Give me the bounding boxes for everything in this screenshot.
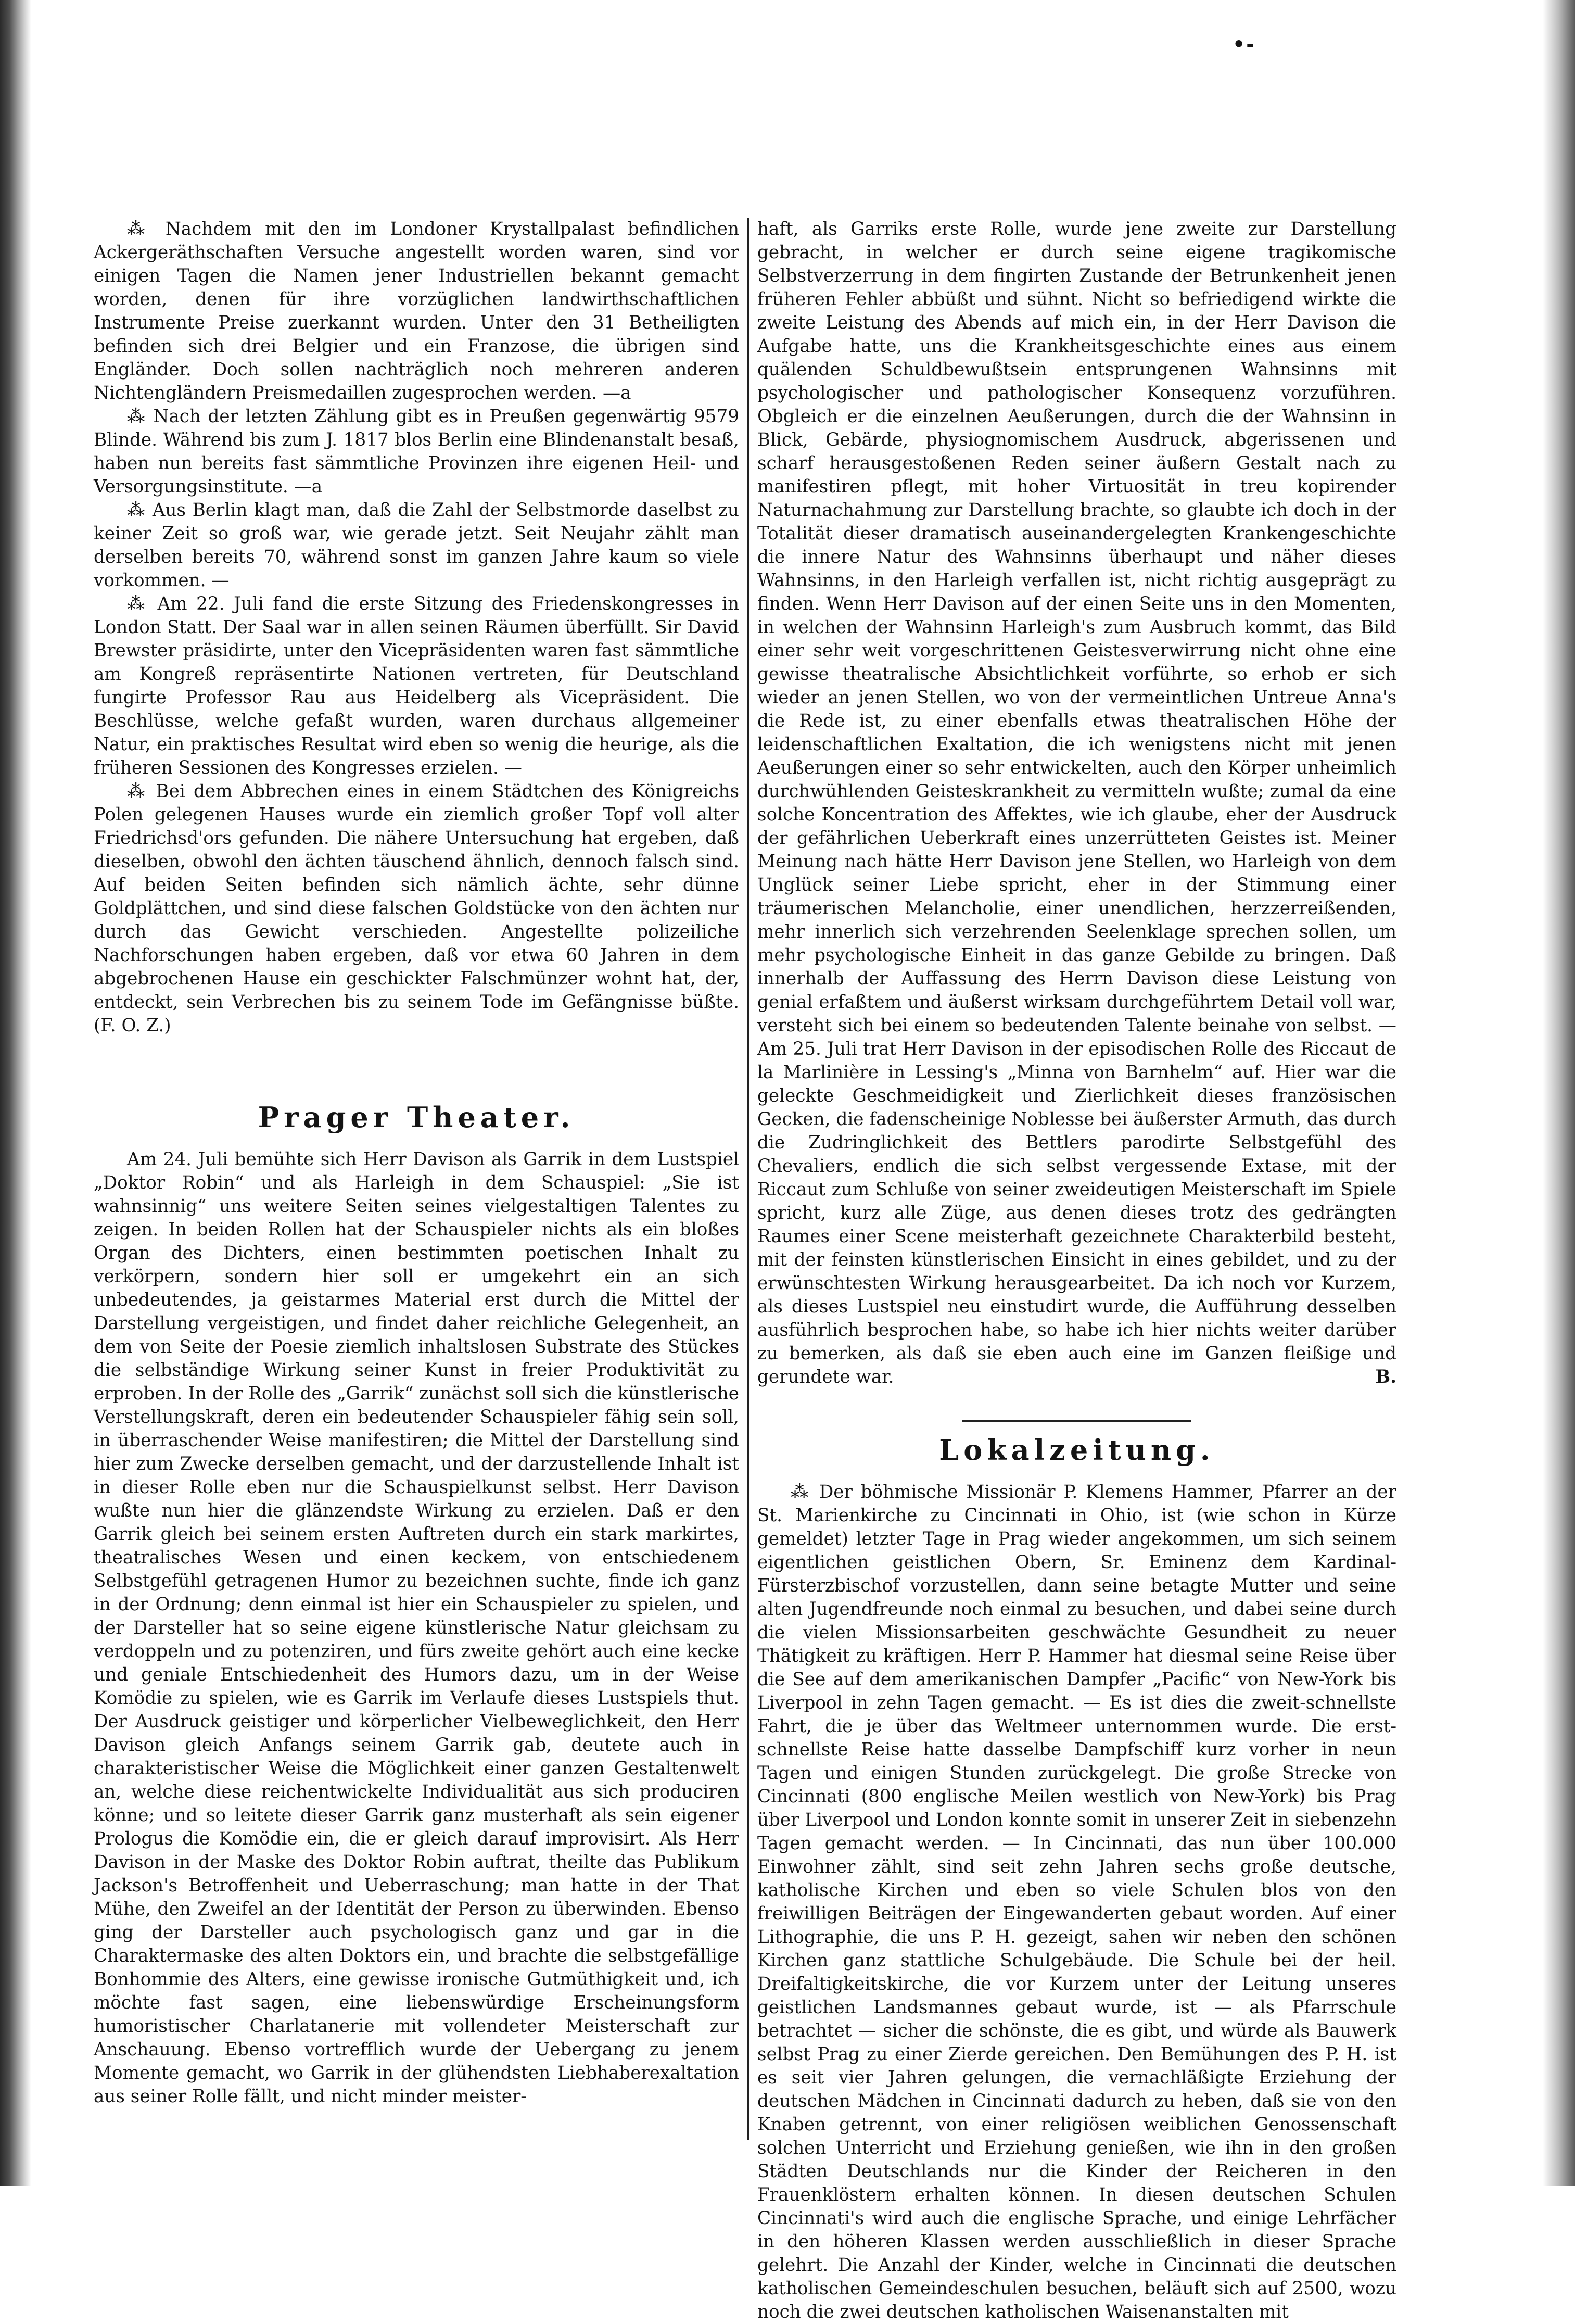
news-item-peace-congress: ⁂ Am 22. Juli fand die erste Sitzung des Friedenskongresses in London Statt. Der Saal war in allen seinen Räumen überfüllt. Sir David Brewster präsidirte, unter den Vicepräsidenten waren fast sämmtliche am Kongreß repräsentirte Nationen vertreten, für Deutschland fungirte Professor Rau aus Heidelberg als Vicepräsident. Die Beschlüsse, welche gefaßt wurden, waren durchaus allgemeiner Natur, ein praktisches Resultat wird eben so wenig die heurige, als die früheren Sessionen des Kongresses erzielen. — <box>94 593 739 778</box>
page-edge-shadow-left <box>0 0 31 2186</box>
news-item-counterfeit-coins: ⁂ Bei dem Abbrechen eines in einem Städtchen des Königreichs Polen gelegenen Hauses wurde ein ziemlich großer Topf voll alter Friedrichsd'ors gefunden. Die nähere Untersuchung hat ergeben, daß dieselben, obwohl den ächten täuschend ähnlich, dennoch falsch sind. Auf beiden Seiten befinden sich nämlich ächte, sehr dünne Goldplättchen, und sind diese falschen Goldstücke von den ächten nur durch das Gewicht verschieden. Angestellte polizeiliche Nachforschungen haben ergeben, daß vor etwa 60 Jahren in dem abgebrochenen Hause ein geschickter Falschmünzer wohnt hat, der, entdeckt, sein Verbrechen bis zu seinem Tode im Gefängnisse büßte. (F. O. Z.) <box>94 781 739 1036</box>
lokal-news-missionary-hammer: ⁂ Der böhmische Missionär P. Klemens Hammer, Pfarrer an der St. Marienkirche zu Cincinnati in Ohio, ist (wie schon in Kürze gemeldet) letzter Tage in Prag wieder angekommen, um sich seinem eigentlichen geistlichen Obern, Sr. Eminenz dem Kardinal-Fürsterzbischof vorzustellen, dann seine betagte Mutter und seine alten Jugendfreunde noch einmal zu besuchen, und dabei seine durch die vielen Missionsarbeiten geschwächte Gesundheit zu neuer Thätigkeit zu kräftigen. Herr P. Hammer hat diesmal seine Reise über die See auf dem amerikanischen Dampfer „Pacific“ von New-York bis Liverpool in zehn Tagen gemacht. — Es ist dies die zweit-schnellste Fahrt, die je über das Weltmeer unternommen wurde. Die erst-schnellste Reise hatte dasselbe Dampfschiff kurz vorher in neun Tagen und einigen Stunden zurückgelegt. Die große Strecke von Cincinnati (800 englische Meilen westlich von New-York) bis Prag über Liverpool und London konnte somit in unserer Zeit in siebenzehn Tagen gemacht werden. — In Cincinnati, das nun über 100.000 Einwohner zählt, sind seit zehn Jahren sechs große deutsche, katholische Kirchen und eben so viele Schulen blos von den freiwilligen Beiträgen der Eingewanderten gebaut worden. Auf einer Lithographie, die uns P. H. gezeigt, sahen wir neben den schönen Kirchen ganz stattliche Schulgebäude. Die Schule bei der heil. Dreifaltigkeitskirche, die vor Kurzem unter der Leitung unseres geistlichen Landsmannes gebaut wurde, ist — als Pfarrschule betrachtet — sicher die schönste, die es gibt, und würde als Bauwerk selbst Prag zu einer Zierde gereichen. Den Bemühungen des P. H. ist es seit vier Jahren gelungen, die vernachläßigte Erziehung der deutschen Mädchen in Cincinnati dadurch zu heben, daß sie von den Knaben getrennt, von einer religiösen weiblichen Genossenschaft solchen Unterricht und Erziehung genießen, wie ihn in den großen Städten Deutschlands nur die Kinder der Reicheren in den Frauenklöstern erhalten können. In diesen deutschen Schulen Cincinnati's wird auch die englische Sprache, und einige Lehrfächer in den höheren Klassen werden ausschließlich in dieser Sprache gelehrt. Die Anzahl der Kinder, welche in Cincinnati die deutschen katholischen Gemeindeschulen besuchen, beläuft sich auf 2500, wozu noch die zwei deutschen katholischen Waisenanstalten mit <box>757 1482 1396 2322</box>
left-column <box>94 218 739 2108</box>
column-divider <box>747 218 749 2140</box>
theater-review-text: Am 24. Juli bemühte sich Herr Davison als Garrik in dem Lustspiel „Doktor Robin“ und als Harleigh in dem Schauspiel: „Sie ist wahnsinnig“ uns weitere Seiten seines vielgestaltigen Talentes zu zeigen. In beiden Rollen hat der Schauspieler nichts als ein bloßes Organ des Dichters, einen bestimmten poetischen Inhalt zu verkörpern, sondern hier soll er umgekehrt ein an sich unbedeutendes, ja geistarmes Material erst durch die Mittel der Darstellung vergeistigen, und findet daher reichliche Gelegenheit, an dem von Seite der Poesie ziemlich inhaltslosen Substrate des Stückes die selbständige Wirkung seiner Kunst in freier Produktivität zu erproben. In der Rolle des „Garrik“ zunächst soll sich die künstlerische Verstellungskraft, deren ein bedeutender Schauspieler fähig sein soll, in überraschender Weise manifestiren; die Mittel der Darstellung sind hier zum Zwecke derselben gemacht, und der darzustellende Inhalt ist in dieser Rolle eben nur die Schauspielkunst selbst. Herr Davison wußte nun hier die glänzendste Wirkung zu erzielen. Daß er den Garrik gleich bei seinem ersten Auftreten durch ein stark markirtes, theatralisches Wesen und einen keckem, von entschiedenem Selbstgefühl getragenen Humor zu bezeichnen suchte, finde ich ganz in der Ordnung; denn einmal ist hier ein Schauspieler zu spielen, und der Darsteller hat so seine eigene künstlerische Natur gleichsam zu verdoppeln und zu potenziren, und fürs zweite gehört auch eine kecke und geniale Entschiedenheit des Humors dazu, um in der Weise Komödie zu spielen, wie es Garrik im Verlaufe dieses Lustspiels thut. Der Ausdruck geistiger und körperlicher Vielbeweglichkeit, den Herr Davison gleich Anfangs seinem Garrik gab, deutete auch in charakteristischer Weise die Möglichkeit einer ganzen Gestaltenwelt an, welche diese reichentwickelte Individualität aus sich produciren könne; und so leitete dieser Garrik ganz musterhaft als sein eigener Prologus die Komödie ein, die er gleich darauf improvisirt. Als Herr Davison in der Maske des Doktor Robin auftrat, theilte das Publikum Jackson's Betroffenheit und Ueberraschung; man hatte in der That Mühe, den Zweifel an der Identität der Person zu überwinden. Ebenso ging der Darsteller auch psychologisch ganz und gar in die Charaktermaske des alten Doktors ein, und brachte die selbstgefällige Bonhommie des Alters, eine gewisse ironische Gutmüthigkeit und, ich möchte fast sagen, eine liebenswürdige Erscheinungsform humoristischer Charlatanerie mit vollendeter Meisterschaft zur Anschauung. Ebenso vortrefflich wurde der Uebergang zu jenem Momente gemacht, wo Garrik in der glühendsten Liebhaberexaltation aus seiner Rolle fällt, und nicht minder meister- <box>94 1149 739 2107</box>
news-item-berlin-suicides: ⁂ Aus Berlin klagt man, daß die Zahl der Selbstmorde daselbst zu keiner Zeit so groß war, wie gerade jetzt. Seit Neujahr zählt man derselben bereits 70, während sonst im ganzen Jahre kaum so viele vorkommen. — <box>94 500 739 591</box>
section-title-lokalzeitung: Lokalzeitung. <box>939 1433 1215 1467</box>
section-title-prager-theater: Prager Theater. <box>258 1101 575 1134</box>
page-number: •- <box>1233 32 1256 56</box>
news-item-agricultural-trials: ⁂ Nachdem mit den im Londoner Krystallpalast befindlichen Ackergeräthschaften Versuche angestellt worden waren, sind vor einigen Tagen die Namen jener Industriellen bekannt gemacht worden, denen für ihre vorzüglichen landwirthschaftlichen Instrumente Preise zuerkannt wurden. Unter den 31 Betheiligten befinden sich drei Belgier und ein Franzose, die übrigen sind Engländer. Doch sollen nachträglich noch mehreren anderen Nichtengländern Preismedaillen zugesprochen werden. —a <box>94 219 739 403</box>
theater-review-signature: B. <box>1375 1367 1396 1387</box>
theater-review-continued: haft, als Garriks erste Rolle, wurde jene zweite zur Darstellung gebracht, in welcher er durch seine eigene tragikomische Selbstverzerrung in dem fingirten Zustande der Betrunkenheit jenen früheren Fehler abbüßt und sühnt. Nicht so befriedigend wirkte die zweite Leistung des Abends auf mich ein, in der Herr Davison die Aufgabe hatte, uns die Krankheitsgeschichte eines aus einem quälenden Schuldbewußtsein entsprungenen Wahnsinns mit psychologischer und pathologischer Konsequenz vorzuführen. Obgleich er die einzelnen Aeußerungen, durch die der Wahnsinn in Blick, Gebärde, physiognomischem Ausdruck, abgerissenen und scharf herausgestoßenen Reden seiner äußern Gestalt nach zu manifestiren pflegt, mit hoher Virtuosität in treu kopirender Naturnachahmung zur Darstellung brachte, so glaubte ich doch in der Totalität dieser dramatisch auseinandergelegten Krankengeschichte die innere Natur des Wahnsinns überhaupt und näher dieses Wahnsinns, in den Harleigh verfallen ist, nicht richtig ausgeprägt zu finden. Wenn Herr Davison auf der einen Seite uns in den Momenten, in welchen der Wahnsinn Harleigh's zum Ausbruch kommt, das Bild einer sehr weit vorgeschrittenen Geistesverwirrung nicht ohne eine gewisse theatralische Absichtlichkeit vorführte, so erhob er sich wieder an jenen Stellen, wo von der vermeintlichen Untreue Anna's die Rede ist, zu einer ebenfalls etwas theatralischen Höhe der leidenschaftlichen Exaltation, die ich wenigstens nicht mit jenen Aeußerungen einer so sehr entwickelten, auch den Körper unheimlich durchwühlenden Geisteskrankheit zu vermitteln wußte; zumal da eine solche Koncentration des Affektes, wie ich glaube, eher der Ausdruck der gefährlichen Ueberkraft eines unzerrütteten Geistes ist. Meiner Meinung nach hätte Herr Davison jene Stellen, wo Harleigh von dem Unglück seiner Liebe spricht, eher in der Stimmung einer träumerischen Melancholie, einer unendlichen, herzzerreißenden, mehr innerlich sich verzehrenden Seelenklage sprechen sollen, um mehr psychologische Einheit in das ganze Gebilde zu bringen. Daß innerhalb der Auffassung des Herrn Davison diese Leistung von genial erfaßtem und äußerst wirksam durchgeführtem Detail voll war, versteht sich bei einem so bedeutenden Talente beinahe von selbst. — Am 25. Juli trat Herr Davison in der episodischen Rolle des Riccaut de la Marlinière in Lessing's „Minna von Barnhelm“ auf. Hier war die geleckte Geschmeidigkeit und Zierlichkeit dieses französischen Gecken, die fadenscheinige Noblesse bei äußerster Armuth, das durch die Zudringlichkeit des Bettlers parodirte Selbstgefühl des Chevaliers, endlich die sich selbst vergessende Extase, mit der Riccaut zum Schluße von seiner zweideutigen Meisterschaft im Spiele spricht, kurz alle Züge, aus denen dieses trotz des gedrängten Raumes einer Scene meisterhaft gezeichnete Charakterbild besteht, mit der feinsten künstlerischen Einsicht in eines gebildet, und zu der erwünschtesten Wirkung herausgearbeitet. Da ich noch vor Kurzem, als dieses Lustspiel neu einstudirt wurde, die Aufführung desselben ausführlich besprochen habe, so habe ich hier nichts weiter darüber zu bemerken, als daß sie eben auch eine im Ganzen fleißige und gerundete war. <box>757 219 1396 1387</box>
right-column <box>757 218 1396 2324</box>
section-separator-rule <box>962 1420 1191 1422</box>
page-edge-shadow-right <box>1543 0 1575 2186</box>
news-item-prussia-blind: ⁂ Nach der letzten Zählung gibt es in Preußen gegenwärtig 9579 Blinde. Während bis zum J. 1817 blos Berlin eine Blindenanstalt besaß, haben nun bereits fast sämmtliche Provinzen ihre eigenen Heil- und Versorgungsinstitute. —a <box>94 406 739 497</box>
